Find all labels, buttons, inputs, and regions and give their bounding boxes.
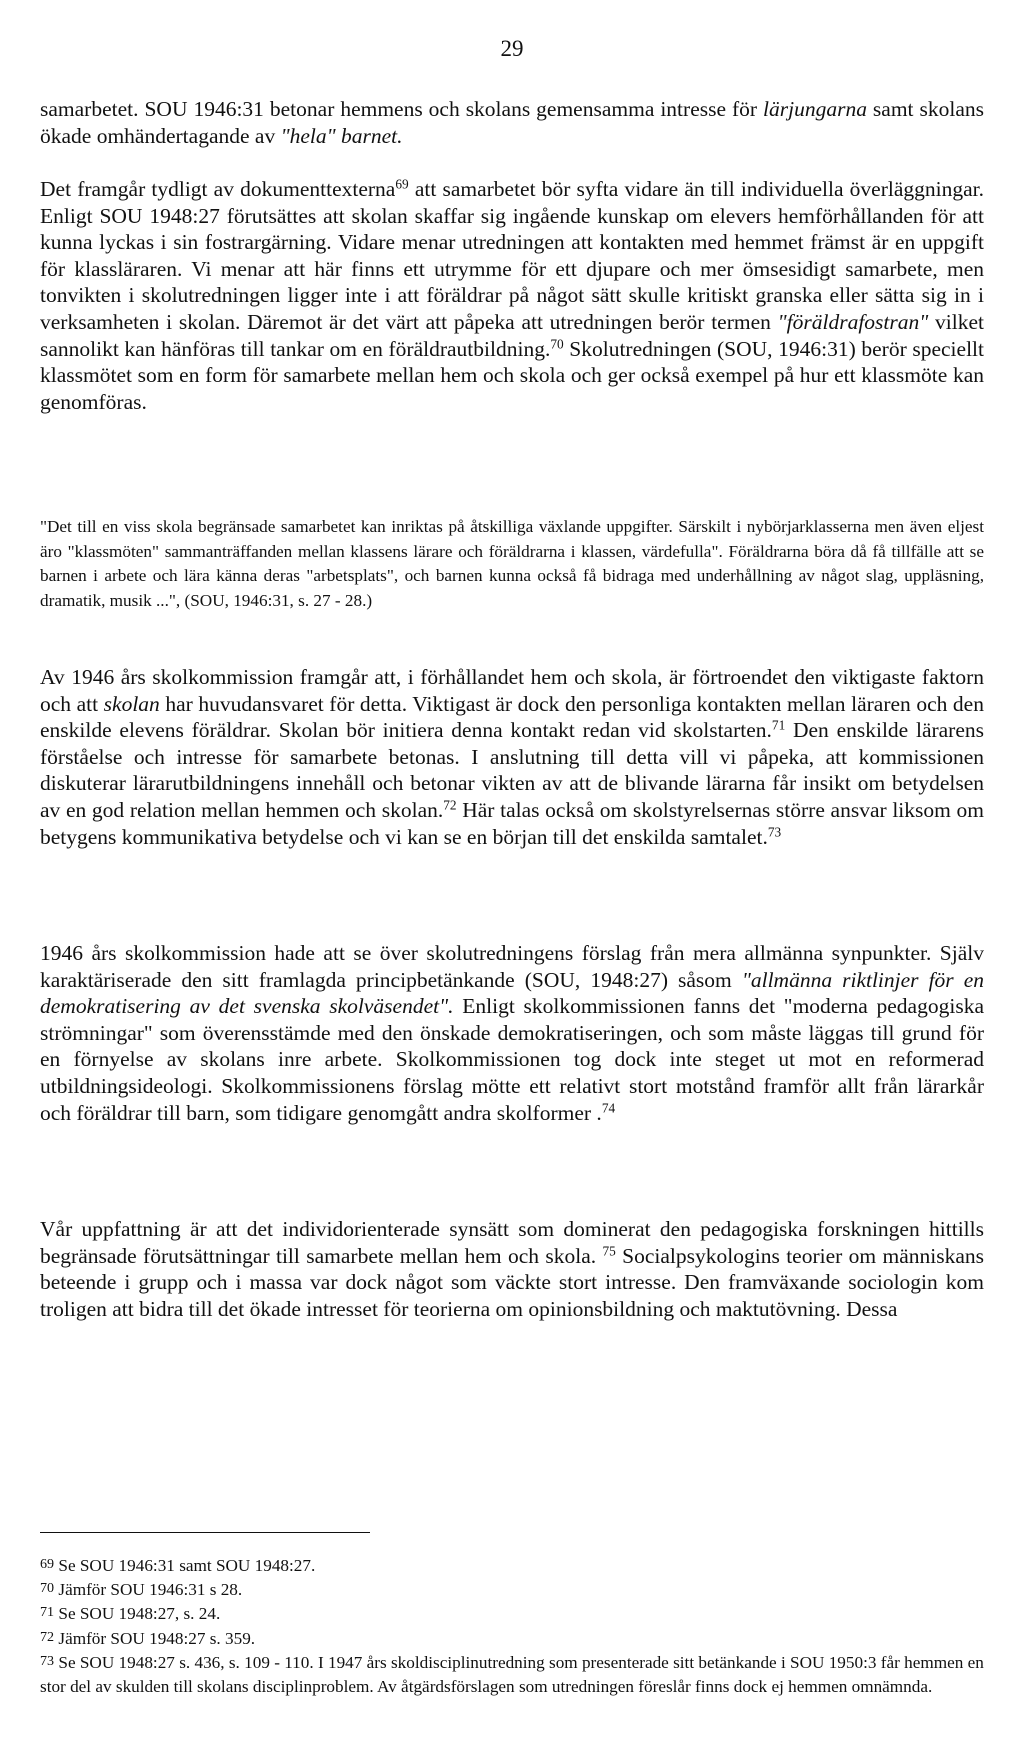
- emphasis: "allmänna riktlinjer för en demokratisering av det svenska skolväsendet".: [40, 967, 984, 1019]
- emphasis: "hela" barnet.: [280, 123, 403, 148]
- footnote-text: Jämför SOU 1948:27 s. 359.: [58, 1629, 256, 1648]
- footnote-ref-72[interactable]: 72: [443, 797, 457, 813]
- footnote-text: Se SOU 1948:27 s. 436, s. 109 - 110. I 1947 års skoldisciplinutredning som presenterade sitt betänkande i SOU 1950:3 får hemmen en stor del av skulden till skolans disciplinproblem. Av åtgärdsförslagen som utredningen föreslår finns dock ej hemmen omnämnda.: [40, 1653, 984, 1696]
- text: Här talas också om skolstyrelsernas större ansvar liksom om betygens kommunikativa betydelse och vi kan se en början till det enskilda samtalet.: [40, 797, 984, 849]
- footnote-73: [40, 1651, 984, 1698]
- text: 1946 års skolkommission hade att se över skolutredningens förslag från mera allmänna synpunkter. Själv karaktäriserade den sitt framlagda principbetänkande (SOU, 1948:27) såsom: [40, 941, 984, 992]
- text: Vår uppfattning är att det individorienterade synsätt som dominerat den pedagogiska forskningen hittills begränsade förutsättningar till samarbete mellan hem och skola.: [40, 1217, 984, 1268]
- footnote-ref-70[interactable]: 70: [550, 336, 564, 352]
- footnote-ref-71[interactable]: 71: [771, 717, 786, 733]
- paragraph-2: [40, 664, 984, 850]
- text: vilket sannolikt kan hänföras till tankar om en föräldrautbildning.: [40, 309, 984, 361]
- footnote-number: 71: [40, 1603, 55, 1620]
- footnote-ref-74[interactable]: 74: [601, 1100, 616, 1116]
- block-quote: "Det till en viss skola begränsade samarbetet kan inriktas på åtskilliga växlande uppgifter. Särskilt i nybörjarklasserna men även eljest äro "klassmöten" sammanträffanden mellan klassens lärare och föräldrarna i klassen, värdefulla". Föräldrarna böra då få tillfälle att se barnen i arbete och lära känna deras "arbetsplats", och barnen kunna också få bidraga med underhållning av något slag, uppläsning, dramatik, musik ...", (SOU, 1946:31, s. 27 - 28.): [40, 517, 984, 610]
- paragraph-4: [40, 1216, 984, 1322]
- text: samarbetet. SOU 1946:31 betonar hemmens och skolans gemensamma intresse för: [40, 97, 764, 121]
- footnote-72: [40, 1627, 984, 1651]
- page-number: 29: [500, 36, 524, 61]
- text: Det framgår tydligt av dokumenttexterna: [40, 177, 396, 201]
- text: Av 1946 års skolkommission framgår att, i förhållandet hem och skola, är förtroendet den viktigaste faktorn och att: [40, 665, 984, 716]
- text: Den enskilde lärarens förståelse och intresse för samarbete betonas. I anslutning till detta vill vi påpeka, att kommissionen diskuterar lärarutbildningens innehåll och betonar vikten av att de blivande lärarna får insikt om betydelsen av en god relation mellan hemmen och skolan.: [40, 718, 985, 822]
- text: att samarbetet bör syfta vidare än till individuella överläggningar. Enligt SOU 1948:27 förutsättes att skolan skaffar sig ingående kunskap om elevers hemförhållanden för att kunna lyckas i sin fostrargärning. Vidare menar utredningen att kontakten med hemmet främst är en uppgift för klassläraren. Vi menar att här finns ett utrymme för ett djupare och mer ömsesidigt samarbete, men tonvikten i skolutredningen ligger inte i att föräldrar på något sätt skulle kritiskt granska eller sätta sig in i verksamheten i skolan. Däremot är det värt att påpeka att utredningen berör termen: [40, 177, 985, 334]
- emphasis: skolan: [103, 691, 160, 716]
- text: samt skolans ökade omhändertagande av: [40, 97, 984, 148]
- footnote-69: [40, 1554, 984, 1578]
- footnote-number: 69: [40, 1555, 55, 1572]
- footnote-70: [40, 1578, 984, 1602]
- footnote-number: 73: [40, 1652, 55, 1669]
- footnote-ref-75[interactable]: 75: [602, 1243, 616, 1259]
- text: Enligt skolkommissionen fanns det "moderna pedagogiska strömningar" som överensstämde med den önskade demokratiseringen, och som måste läggas till grund för en förnyelse av skolans inre arbete. Skolkommissionen tog dock inte steget ut mot en reformerad utbildningsideologi. Skolkommissionens förslag mötte ett relativt stort motstånd framför allt från lärarkår och föräldrar till barn, som tidigare genomgått andra skolformer .: [40, 994, 984, 1125]
- text: har huvudansvaret för detta. Viktigast är dock den personliga kontakten mellan läraren och den enskilde elevens föräldrar. Skolan bör initiera denna kontakt redan vid skolstarten.: [40, 691, 984, 743]
- footnote-text: Se SOU 1946:31 samt SOU 1948:27.: [58, 1556, 316, 1575]
- footnote-number: 70: [40, 1579, 55, 1596]
- footnote-ref-73[interactable]: 73: [767, 824, 782, 840]
- footnote-ref-69[interactable]: 69: [395, 176, 409, 192]
- paragraph-3: [40, 940, 984, 1126]
- footnote-text: Se SOU 1948:27, s. 24.: [58, 1604, 221, 1623]
- emphasis: "föräldrafostran": [777, 309, 929, 334]
- text: Socialpsykologins teorier om människans beteende i grupp och i massa var dock något som väckte stort intresse. Den framväxande sociologin kom troligen att bidra till det ökade intresset för teorierna om opinionsbildning och maktutövning. Dessa: [40, 1243, 984, 1321]
- paragraph-0: [40, 96, 984, 149]
- footnote-text: Jämför SOU 1946:31 s 28.: [58, 1580, 243, 1599]
- footnote-71: [40, 1602, 984, 1626]
- footnote-number: 72: [40, 1628, 55, 1645]
- footnote-divider: [40, 1532, 370, 1533]
- emphasis: lärjungarna: [763, 97, 867, 121]
- paragraph-1: [40, 176, 984, 415]
- text: Skolutredningen (SOU, 1946:31) berör speciellt klassmötet som en form för samarbete mellan hem och skola och ger också exempel på hur ett klassmöte kan genomföras.: [40, 336, 984, 414]
